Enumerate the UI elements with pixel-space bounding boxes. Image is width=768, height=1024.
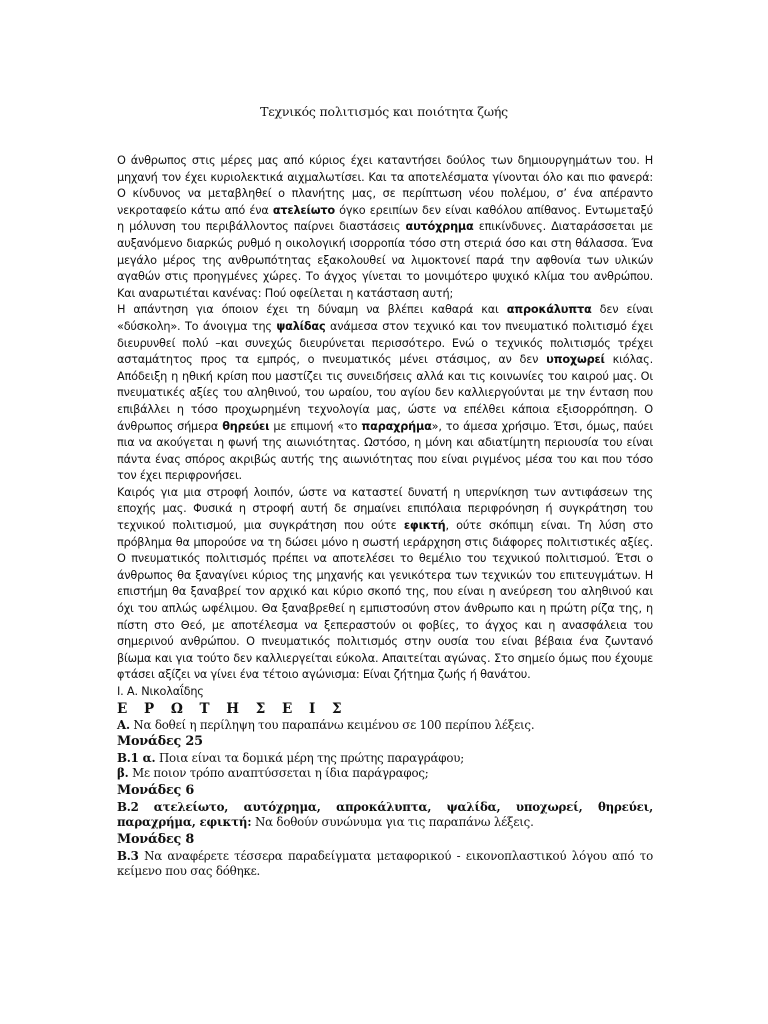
paragraph-2 [117,302,653,485]
keyword: αυτόχρημα [405,220,474,234]
question-text: Να δοθεί η περίληψη του παραπάνω κειμένου σε 100 περίπου λέξεις. [129,717,535,732]
question-label: Β.1 α. [117,751,156,765]
text-run: επικίνδυνες. Διαταράσσεται με αυξανόμενο διαρκώς ρυθμό η οικολογική ισορροπία τόσο στη στεριά όσο και στη θάλασσα. Ένα μεγάλο μέρος της ανθρωπότητας εξακολουθεί να λιμοκτονεί παρά την αφθονία των υλικών αγαθών στις προηγμένες χώρες. Το άγχος γίνεται το μονιμότερο ψυχικό κλίμα του ανθρώπου. Και αναρωτιέται κανένας: Πού οφείλεται η κατάσταση αυτή; [117,220,653,300]
text-run: Ο άνθρωπος στις μέρες μας από κύριος έχει καταντήσει δούλος των δημιουργημάτων του. Η μηχανή τον έχει κυριολεκτικά αιχμαλωτίσει. Και τα αποτελέσματα γίνονται όλο και πιο φανερά: Ο κίνδυνος να μεταβληθεί ο πλανήτης μας, σε περίπτωση νέου πολέμου, σ’ ένα απέραντο νεκροταφείο κάτω από ένα [117,154,653,217]
text-run: δεν είναι «δύσκολη». Το άνοιγμα της [117,303,653,333]
question-words: ατελείωτο, αυτόχρημα, απροκάλυπτα, ψαλίδα, υποχωρεί, θηρεύει, παραχρήμα, εφικτή: [117,799,653,830]
keyword: απροκάλυπτα [506,303,592,317]
author-signature: Ι. Α. Νικολαΐδης [117,685,204,698]
marks-b2: Μονάδες 8 [117,831,195,847]
text-run: κιόλας. Απόδειξη η ηθική κρίση που μαστίζει τις συνειδήσεις αλλά και τις κοινωνίες του καιρού μας. Οι πνευματικές αξίες του αληθινού, του ωραίου, του αγίου δεν καλλιεργούνται με την ένταση που επιβάλλει η τόσο προχωρημένη τεχνολογία μας, ώστε να επέλθει κάποια εξισορρόπηση. Ο άνθρωπος σήμερα [117,353,653,433]
question-text: Να αναφέρετε τέσσερα παραδείγματα μεταφορικού - εικονοπλαστικού λόγου από το κείμενο που σας δόθηκε. [117,848,653,879]
keyword: υποχωρεί [546,353,605,367]
text-run: », το άμεσα χρήσιμο. Έτσι, όμως, παύει πια να ακούγεται η φωνή της αιωνιότητας. Ωστόσο, η μόνη και αδιατίμητη περιουσία του είναι πάντα ένας σπόρος ακριβώς αυτής της αιωνιότητας που είναι ριγμένος μέσα του και που τόσο τον έχει περιφρονήσει. [117,419,653,483]
paragraph-3 [117,485,653,684]
text-run: όγκο ερειπίων δεν είναι καθόλου απίθανος. Εντωμεταξύ η μόλυνση του περιβάλλοντος παίρνει διαστάσεις [117,203,653,234]
text-run: Καιρός για μια στροφή λοιπόν, ώστε να καταστεί δυνατή η υπερνίκηση των αντιφάσεων της εποχής μας. Φυσικά η στροφή αυτή δε σημαίνει επιπόλαια περιφρόνηση ή συγκράτηση του τεχνικού πολιτισμού, μια συγκράτηση που ούτε [117,485,653,533]
text-run: , ούτε σκόπιμη είναι. Τη λύση στο πρόβλημα θα μπορούσε να τη δώσει μόνο η σωστή ιεράρχηση στις διάφορες πολιτιστικές αξίες. Ο πνευματικός πολιτισμός πρέπει να αποτελέσει το θεμέλιο του τεχνικού πολιτισμού. Έτσι ο άνθρωπος θα ξαναγίνει κύριος της μηχανής και γενικότερα των τεχνικών του επιτευγμάτων. Η επιστήμη θα ξαναβρεί τον αρχικό και κύριο σκοπό της, που είναι η ανεύρεση του αληθινού και όχι του απλώς ωφέλιμου. Θα ξαναβρεθεί η εμπιστοσύνη στον άνθρωπο και η πρώτη ρίζα της, η πίστη στο Θεό, με αποτέλεσμα να ξεπεραστούν οι φοβίες, το άγχος και η ανασφάλεια του σημερινού ανθρώπου. Ο πνευματικός πολιτισμός στην ουσία του είναι βέβαια ένα ζωντανό βίωμα και για τούτο δεν καλλιεργείται εύκολα. Απαιτείται αγώνας. Στο σημείο όμως που έχουμε φτάσει αξίζει να γίνει ένα τέτοιο αγώνισμα: Είναι ζήτημα ζωής ή θανάτου. [117,519,654,682]
essay-body [117,153,653,879]
text-run: Η απάντηση για όποιον έχει τη δύναμη να βλέπει καθαρά και [117,303,507,317]
question-text: Με ποιον τρόπο αναπτύσσεται η ίδια παράγραφος; [128,766,429,781]
keyword: ψαλίδας [276,319,326,333]
keyword: παραχρήμα [361,419,432,433]
keyword: εφικτή [403,519,446,533]
questions-heading: Ε Ρ Ω Τ Η Σ Ε Ι Σ [117,700,348,717]
question-b1b [117,766,653,781]
question-label: Β.3 [117,848,139,863]
keyword: θηρεύει [222,419,270,433]
question-label: Α. [117,717,130,732]
text-run: ανάμεσα στον τεχνικό και τον πνευματικό πολιτισμό έχει διευρυνθεί πολύ –και συνεχώς διευρύνεται περισσότερο. Ενώ ο τεχνικός πολιτισμός τρέχει ασταμάτητος προς τα εμπρός, ο πνευματικός μένει στάσιμος, αν δεν [117,319,653,367]
question-label: β. [117,766,129,781]
question-b3 [117,849,653,880]
question-b1a [117,751,653,766]
text-run: με επιμονή «το [269,419,362,433]
question-text: Να δοθούν συνώνυμα για τις παραπάνω λέξεις. [251,815,534,830]
paragraph-1 [117,153,653,302]
question-text: Ποια είναι τα δομικά μέρη της πρώτης παραγράφου; [155,751,464,765]
marks-b1: Μονάδες 6 [117,782,195,798]
questions-section [117,718,653,880]
question-b2 [117,800,653,831]
keyword: ατελείωτο [272,203,335,217]
document-title: Τεχνικός πολιτισμός και ποιότητα ζωής [260,104,508,119]
question-label: Β.2 [117,799,139,814]
marks-a: Μονάδες 25 [117,734,203,749]
question-a [117,718,653,733]
